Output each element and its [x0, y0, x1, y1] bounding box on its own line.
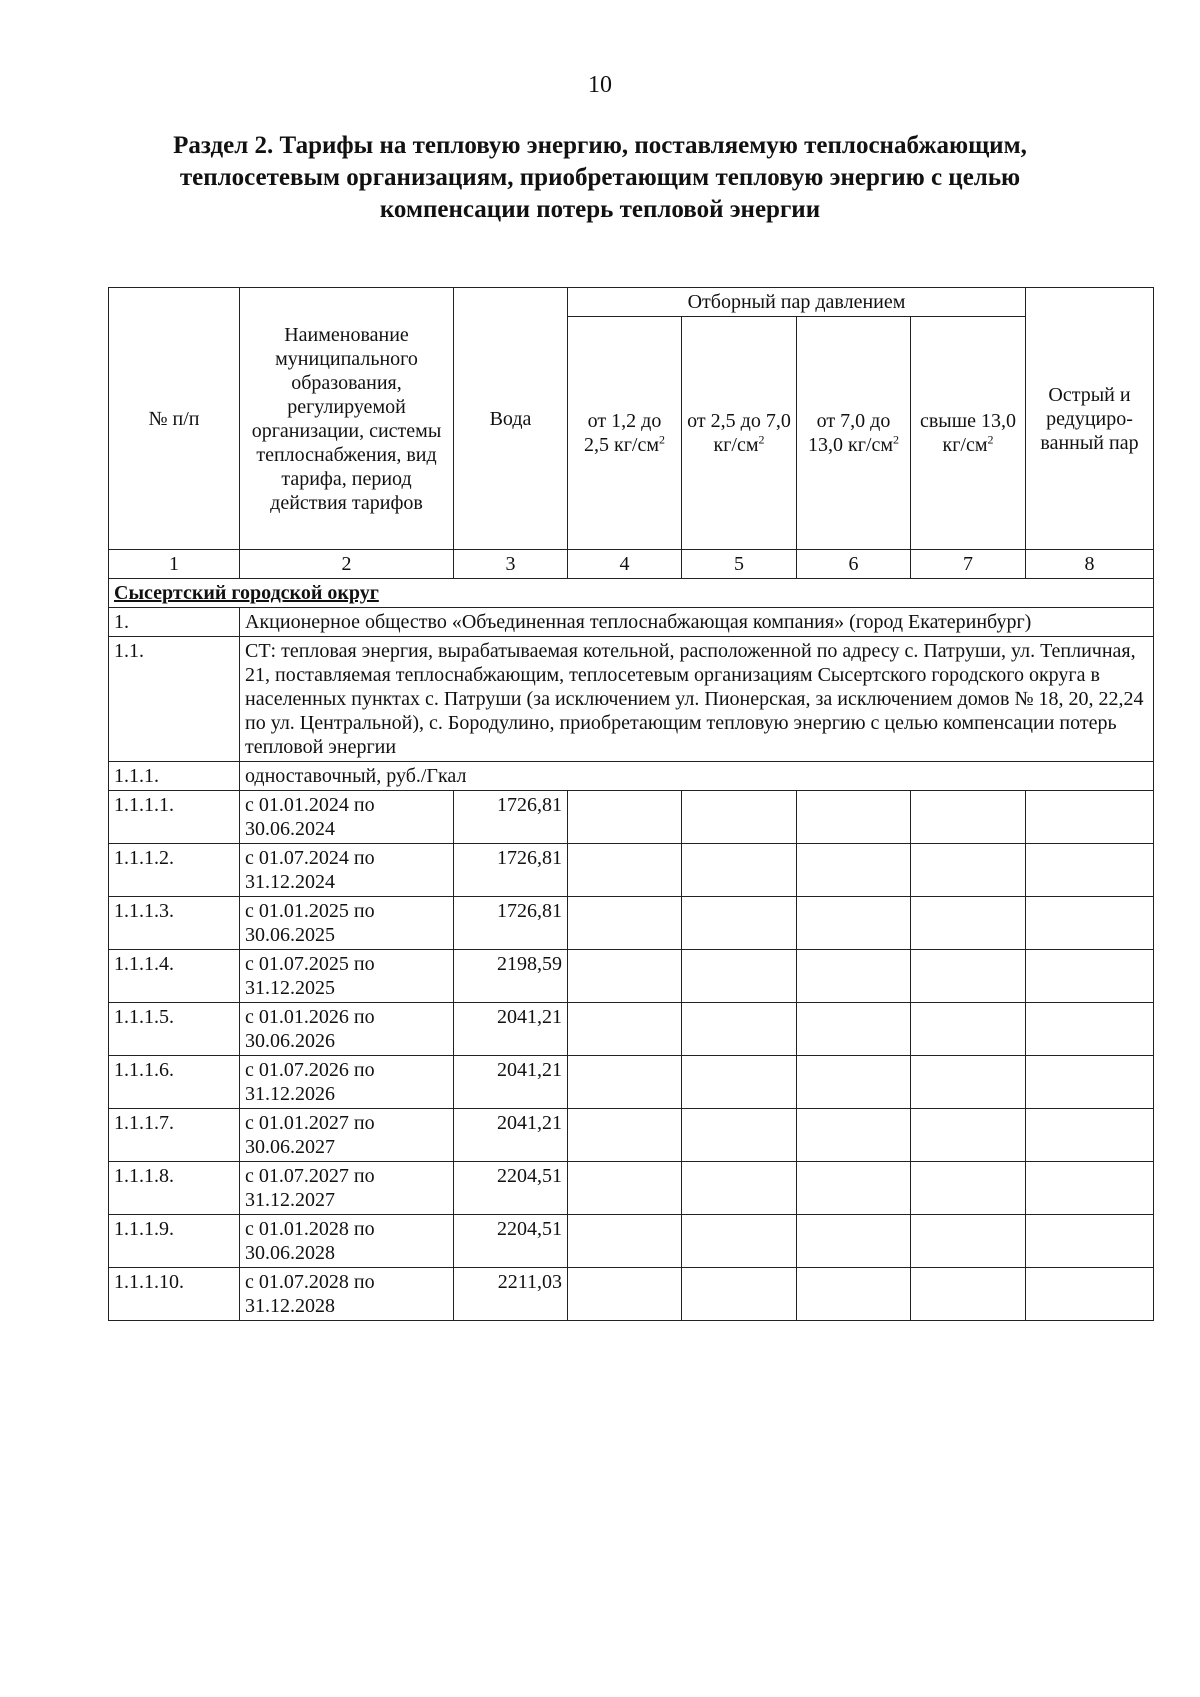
column-number: 1 — [109, 550, 240, 579]
period-to: 30.06.2024 — [245, 818, 335, 840]
empty-cell — [911, 791, 1026, 844]
column-number: 6 — [797, 550, 911, 579]
empty-cell — [1026, 791, 1154, 844]
empty-cell — [682, 1056, 797, 1109]
empty-cell — [1026, 1109, 1154, 1162]
system-num: 1.1. — [109, 637, 240, 762]
row-num: 1.1.1.2. — [109, 844, 240, 897]
org-name: Акционерное общество «Объединенная теплоснабжающая компания» (город Екатеринбург) — [240, 608, 1154, 637]
row-num: 1.1.1.8. — [109, 1162, 240, 1215]
header-num: № п/п — [109, 288, 240, 550]
empty-cell — [911, 1268, 1026, 1321]
water-tariff-value: 1726,81 — [454, 844, 568, 897]
period-to: 30.06.2027 — [245, 1136, 335, 1158]
system-description: СТ: тепловая энергия, вырабатываемая котельной, расположенной по адресу с. Патруши, ул. Тепличная, 21, поставляемая теплоснабжающим, теплосетевым организациям Сысертского городского округа в населенных пунктах с. Патруши (за исключением ул. Пионерская, за исключением домов № 18, 20, 22,24 по ул. Центральной), с. Бородулино, приобретающим тепловую энергию с целью компенсации потерь тепловой энергии — [240, 637, 1154, 762]
period-from: с 01.07.2026 по — [245, 1059, 375, 1081]
period-from: с 01.01.2027 по — [245, 1112, 375, 1134]
water-tariff-value: 2198,59 — [454, 950, 568, 1003]
empty-cell — [682, 844, 797, 897]
row-num: 1.1.1.9. — [109, 1215, 240, 1268]
column-number: 7 — [911, 550, 1026, 579]
empty-cell — [911, 1215, 1026, 1268]
column-number: 4 — [568, 550, 682, 579]
header-pressure-1: от 1,2 до 2,5 $кг/см^2$ — [568, 317, 682, 550]
empty-cell — [797, 897, 911, 950]
water-tariff-value: 2041,21 — [454, 1056, 568, 1109]
period-to: 30.06.2026 — [245, 1030, 335, 1052]
period-from: с 01.01.2026 по — [245, 1006, 375, 1028]
empty-cell — [797, 1056, 911, 1109]
empty-cell — [1026, 950, 1154, 1003]
tariff-rows — [109, 791, 1154, 1321]
period-to: 31.12.2026 — [245, 1083, 335, 1105]
table-row — [109, 1003, 1154, 1056]
empty-cell — [568, 950, 682, 1003]
empty-cell — [1026, 1162, 1154, 1215]
row-num: 1.1.1.7. — [109, 1109, 240, 1162]
water-tariff-value: 2041,21 — [454, 1003, 568, 1056]
tariff-type-num: 1.1.1. — [109, 762, 240, 791]
empty-cell — [568, 1056, 682, 1109]
header-pressure-3: от 7,0 до 13,0 $кг/см^2$ — [797, 317, 911, 550]
empty-cell — [911, 1109, 1026, 1162]
header-steam-group: Отборный пар давлением — [568, 288, 1026, 317]
empty-cell — [682, 1109, 797, 1162]
column-number: 5 — [682, 550, 797, 579]
period-from: с 01.01.2025 по — [245, 900, 375, 922]
table-row — [109, 1215, 1154, 1268]
empty-cell — [568, 1162, 682, 1215]
table-row — [109, 1268, 1154, 1321]
tariff-type-name: одноставочный, руб./Гкал — [240, 762, 1154, 791]
row-period — [240, 791, 454, 844]
empty-cell — [682, 1215, 797, 1268]
row-period — [240, 1268, 454, 1321]
period-from: с 01.01.2028 по — [245, 1218, 375, 1240]
column-number: 3 — [454, 550, 568, 579]
row-num: 1.1.1.3. — [109, 897, 240, 950]
table-row — [109, 1162, 1154, 1215]
empty-cell — [1026, 1268, 1154, 1321]
row-period — [240, 1162, 454, 1215]
tariff-type-row — [109, 762, 1154, 791]
water-tariff-value: 2211,03 — [454, 1268, 568, 1321]
system-row — [109, 637, 1154, 762]
empty-cell — [911, 950, 1026, 1003]
empty-cell — [1026, 897, 1154, 950]
empty-cell — [1026, 844, 1154, 897]
empty-cell — [568, 791, 682, 844]
empty-cell — [797, 1109, 911, 1162]
water-tariff-value: 1726,81 — [454, 897, 568, 950]
row-num: 1.1.1.4. — [109, 950, 240, 1003]
empty-cell — [797, 950, 911, 1003]
water-tariff-value: 2204,51 — [454, 1162, 568, 1215]
empty-cell — [797, 844, 911, 897]
row-num: 1.1.1.10. — [109, 1268, 240, 1321]
empty-cell — [682, 897, 797, 950]
water-tariff-value: 2041,21 — [454, 1109, 568, 1162]
column-number-row — [109, 550, 1154, 579]
period-from: с 01.07.2027 по — [245, 1165, 375, 1187]
empty-cell — [797, 1215, 911, 1268]
water-tariff-value: 1726,81 — [454, 791, 568, 844]
period-to: 31.12.2028 — [245, 1295, 335, 1317]
row-num: 1.1.1.5. — [109, 1003, 240, 1056]
header-water: Вода — [454, 288, 568, 550]
empty-cell — [682, 1162, 797, 1215]
column-number: 8 — [1026, 550, 1154, 579]
column-number: 2 — [240, 550, 454, 579]
section-title: Раздел 2. Тарифы на тепловую энергию, поставляемую теплоснабжающим, теплосетевым организациям, приобретающим тепловую энергию с целью компенсации потерь тепловой энергии — [173, 132, 1027, 223]
row-period — [240, 1109, 454, 1162]
district-row — [109, 579, 1154, 608]
empty-cell — [1026, 1056, 1154, 1109]
header-row-1 — [109, 288, 1154, 317]
period-from: с 01.07.2024 по — [245, 847, 375, 869]
empty-cell — [911, 1162, 1026, 1215]
empty-cell — [568, 1003, 682, 1056]
row-period — [240, 1215, 454, 1268]
table-row — [109, 844, 1154, 897]
empty-cell — [911, 1056, 1026, 1109]
empty-cell — [911, 1003, 1026, 1056]
empty-cell — [1026, 1003, 1154, 1056]
period-to: 31.12.2025 — [245, 977, 335, 999]
row-num: 1.1.1.6. — [109, 1056, 240, 1109]
empty-cell — [682, 1268, 797, 1321]
org-row — [109, 608, 1154, 637]
row-period — [240, 950, 454, 1003]
period-to: 30.06.2025 — [245, 924, 335, 946]
row-period — [240, 1003, 454, 1056]
row-period — [240, 1056, 454, 1109]
empty-cell — [682, 950, 797, 1003]
water-tariff-value: 2204,51 — [454, 1215, 568, 1268]
period-from: с 01.07.2025 по — [245, 953, 375, 975]
header-sharp-steam: Острый и редуциро-ванный пар — [1026, 288, 1154, 550]
empty-cell — [797, 1003, 911, 1056]
period-from: с 01.07.2028 по — [245, 1271, 375, 1293]
row-period — [240, 844, 454, 897]
empty-cell — [797, 791, 911, 844]
empty-cell — [568, 897, 682, 950]
empty-cell — [682, 791, 797, 844]
table-row — [109, 1056, 1154, 1109]
table-row — [109, 950, 1154, 1003]
empty-cell — [568, 844, 682, 897]
empty-cell — [568, 1268, 682, 1321]
empty-cell — [1026, 1215, 1154, 1268]
org-num: 1. — [109, 608, 240, 637]
header-pressure-2: от 2,5 до 7,0 $кг/см^2$ — [682, 317, 797, 550]
period-to: 31.12.2024 — [245, 871, 335, 893]
header-name: Наименование муниципального образования, регулируемой организации, системы теплоснабжения, вид тарифа, период действия тарифов — [240, 288, 454, 550]
tariff-table — [108, 287, 1154, 1321]
table-row — [109, 897, 1154, 950]
district-name: Сысертский городской округ — [109, 579, 1154, 608]
empty-cell — [568, 1109, 682, 1162]
period-from: с 01.01.2024 по — [245, 794, 375, 816]
empty-cell — [568, 1215, 682, 1268]
empty-cell — [911, 897, 1026, 950]
empty-cell — [797, 1162, 911, 1215]
empty-cell — [797, 1268, 911, 1321]
table-row — [109, 1109, 1154, 1162]
row-num: 1.1.1.1. — [109, 791, 240, 844]
period-to: 31.12.2027 — [245, 1189, 335, 1211]
page-number: 10 — [588, 72, 612, 98]
empty-cell — [682, 1003, 797, 1056]
period-to: 30.06.2028 — [245, 1242, 335, 1264]
empty-cell — [911, 844, 1026, 897]
row-period — [240, 897, 454, 950]
table-row — [109, 791, 1154, 844]
header-pressure-4: свыше 13,0 $кг/см^2$ — [911, 317, 1026, 550]
